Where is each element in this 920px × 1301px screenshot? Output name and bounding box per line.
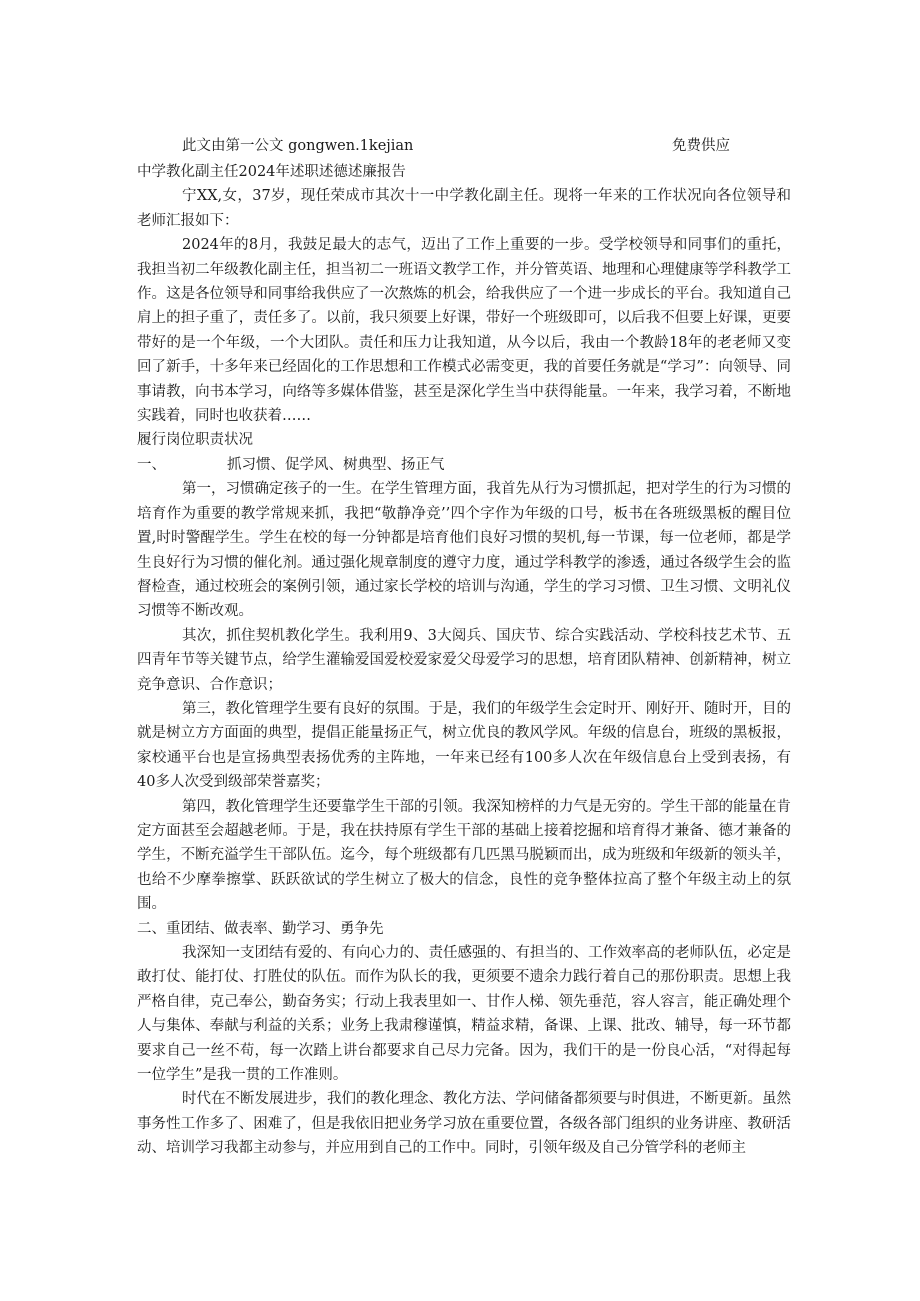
section-two-heading: 二、重团结、做表率、勤学习、勇争先 — [137, 920, 384, 937]
paragraph-team: 我深知一支团结有爱的、有向心力的、责任感强的、有担当的、工作效率高的老师队伍，必定是敢打仗、能打仗、打胜仗的队伍。而作为队长的我，更须要不遗余力践行着自己的那份职责。思想上我严格自律，克己奉公，勤奋务实；行动上我表里如一、甘作人梯、领先垂范，容人容言，能正确处理个人与集体、奉献与利益的关系；业务上我肃穆谨慎，精益求精，备课、上课、批改、辅导，每一环节都要求自己一丝不苟，每一次踏上讲台都要求自己尽力完备。因为，我们干的是一份良心活，“对得起每一位学生”是我一贯的工作准则。 — [137, 945, 791, 1084]
document-body — [137, 160, 791, 1161]
document-title: 中学教化副主任2024年述职述德述廉报告 — [137, 164, 406, 180]
source-label: 此文由第一公文 gongwen.1kejian — [182, 138, 414, 154]
section-one-heading — [137, 453, 791, 477]
paragraph-learning: 时代在不断发展进步，我们的教化理念、教化方法、学问储备都须要与时俱进，不断更新。虽然事务性工作多了、困难了，但是我依旧把业务学习放在重要位置，各级各部门组织的业务讲座、教研活动、培训学习我都主动参与，并应用到自己的工作中。同时，引领年级及自己分管学科的老师主 — [137, 1091, 791, 1157]
free-supply-note: 免费供应 — [672, 138, 730, 154]
section-one-title: 抓习惯、促学风、树典型、扬正气 — [227, 456, 445, 473]
paragraph-atmosphere: 第三，教化管理学生要有良好的氛围。于是，我们的年级学生会定时开、刚好开、随时开，目的就是树立方方面面的典型，提倡正能量扬正气，树立优良的教风学风。年级的信息台，班级的黑板报，家校通平台也是宣扬典型表扬优秀的主阵地，一年来已经有100多人次在年级信息台上受到表扬，有40多人次受到级部荣誉嘉奖； — [137, 700, 791, 791]
paragraph-habits: 第一，习惯确定孩子的一生。在学生管理方面，我首先从行为习惯抓起，把对学生的行为习惯的培育作为重要的教学常规来抓，我把“敬静净竞’’四个字作为年级的口号，板书在各班级黑板的醒目位置,时时警醒学生。学生在校的每一分钟都是培育他们良好习惯的契机,每一节课，每一位老师，都是学生良好行为习惯的催化剂。通过强化规章制度的遵守力度，通过学科教学的渗透，通过各级学生会的监督检查，通过校班会的案例引领，通过家长学校的培训与沟通，学生的学习习惯、卫生习惯、文明礼仪习惯等不断改观。 — [137, 481, 791, 620]
section-heading: 履行岗位职责状况 — [137, 432, 253, 449]
paragraph-overview: 2024年的8月，我鼓足最大的志气，迈出了工作上重要的一步。受学校领导和同事们的重托，我担当初二年级教化副主任，担当初二一班语文教学工作，并分管英语、地理和心理健康等学科教学工作。这是各位领导和同事给我供应了一次熬炼的机会，给我供应了一个进一步成长的平台。我知道自己肩上的担子重了，责任多了。以前，我只须要上好课，带好一个班级即可，以后我不但要上好课，更要带好的是一个年级，一个大团队。责任和压力让我知道，从今以后，我由一个教龄18年的老老师又变回了新手，十多年来已经固化的工作思想和工作模式必需变更，我的首要任务就是“学习”：向领导、同事请教，向书本学习，向络等多媒体借鉴，甚至是深化学生当中获得能量。一年来，我学习着，不断地实践着，同时也收获着…… — [137, 237, 791, 425]
paragraph-opportunities: 其次，抓住契机教化学生。我利用9、3大阅兵、国庆节、综合实践活动、学校科技艺术节、五四青年节等关键节点，给学生灌输爱国爱校爱家爱父母爱学习的思想，培育团队精神、创新精神，树立竞争意识、合作意识； — [137, 627, 791, 693]
section-one-number: 一、 — [137, 456, 166, 473]
paragraph-student-leaders: 第四，教化管理学生还要靠学生干部的引领。我深知榜样的力气是无穷的。学生干部的能量在肯定方面甚至会超越老师。于是，我在扶持原有学生干部的基础上接着挖掘和培育得才兼备、德才兼备的学生，不断充溢学生干部队伍。迄今，每个班级都有几匹黑马脱颖而出，成为班级和年级新的领头羊，也给不少摩拳擦掌、跃跃欲试的学生树立了极大的信念，良性的竞争整体拉高了整个年级主动上的氛围。 — [137, 798, 791, 913]
intro-paragraph: 宁XX,女，37岁，现任荣成市其次十一中学教化副主任。现将一年来的工作状况向各位领导和老师汇报如下： — [137, 188, 791, 229]
